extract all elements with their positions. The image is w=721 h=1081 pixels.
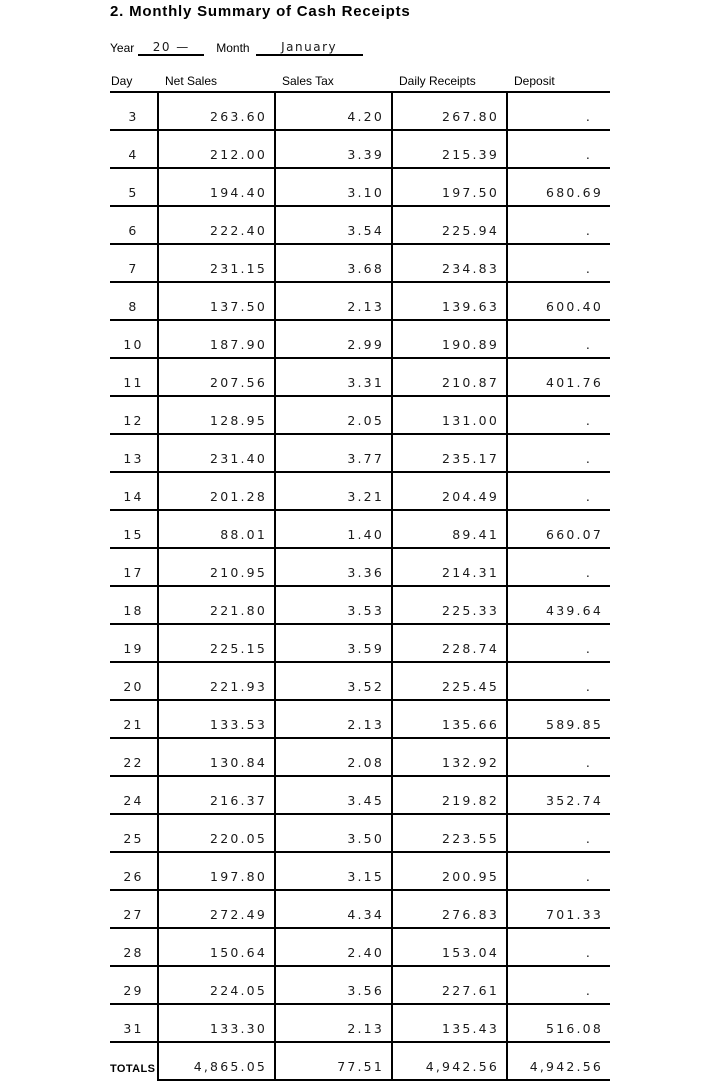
cell-net-sales: 263.60 xyxy=(158,92,275,130)
column-header-day: Day xyxy=(110,74,158,92)
table-row xyxy=(110,244,610,282)
cell-sales-tax: 3.59 xyxy=(275,624,392,662)
cell-daily-receipts: 225.33 xyxy=(392,586,507,624)
cell-sales-tax: 3.53 xyxy=(275,586,392,624)
cell-daily-receipts: 139.63 xyxy=(392,282,507,320)
cell-net-sales: 216.37 xyxy=(158,776,275,814)
cell-net-sales: 88.01 xyxy=(158,510,275,548)
totals-cell-net-sales: 4,865.05 xyxy=(158,1042,275,1080)
cell-daily-receipts: 215.39 xyxy=(392,130,507,168)
cell-net-sales: 194.40 xyxy=(158,168,275,206)
table-footer xyxy=(110,1042,610,1080)
cell-deposit: . xyxy=(507,662,610,700)
cell-day: 25 xyxy=(110,814,158,852)
cell-deposit: 680.69 xyxy=(507,168,610,206)
table-header xyxy=(110,74,610,92)
year-value-field: 20 — xyxy=(138,40,204,56)
cell-daily-receipts: 228.74 xyxy=(392,624,507,662)
cell-day: 18 xyxy=(110,586,158,624)
cell-net-sales: 212.00 xyxy=(158,130,275,168)
totals-cell-daily-receipts: 4,942.56 xyxy=(392,1042,507,1080)
cell-day: 26 xyxy=(110,852,158,890)
table-row xyxy=(110,966,610,1004)
cell-daily-receipts: 131.00 xyxy=(392,396,507,434)
cell-day: 8 xyxy=(110,282,158,320)
cell-daily-receipts: 235.17 xyxy=(392,434,507,472)
cell-deposit: . xyxy=(507,548,610,586)
column-header-daily-receipts: Daily Receipts xyxy=(392,74,507,92)
cell-day: 10 xyxy=(110,320,158,358)
cell-daily-receipts: 234.83 xyxy=(392,244,507,282)
cell-deposit: . xyxy=(507,852,610,890)
table-row xyxy=(110,662,610,700)
cell-net-sales: 150.64 xyxy=(158,928,275,966)
cell-net-sales: 220.05 xyxy=(158,814,275,852)
table-row xyxy=(110,206,610,244)
cell-deposit: . xyxy=(507,928,610,966)
table-row xyxy=(110,852,610,890)
cell-net-sales: 221.80 xyxy=(158,586,275,624)
table-row xyxy=(110,168,610,206)
cell-day: 14 xyxy=(110,472,158,510)
cell-daily-receipts: 204.49 xyxy=(392,472,507,510)
table-row xyxy=(110,928,610,966)
cell-day: 31 xyxy=(110,1004,158,1042)
cell-day: 3 xyxy=(110,92,158,130)
cell-deposit: . xyxy=(507,624,610,662)
cell-net-sales: 225.15 xyxy=(158,624,275,662)
cell-day: 22 xyxy=(110,738,158,776)
table-row xyxy=(110,814,610,852)
cell-daily-receipts: 225.94 xyxy=(392,206,507,244)
column-header-deposit: Deposit xyxy=(507,74,610,92)
year-label: Year xyxy=(110,41,135,55)
table-row xyxy=(110,776,610,814)
cell-daily-receipts: 135.66 xyxy=(392,700,507,738)
cell-daily-receipts: 214.31 xyxy=(392,548,507,586)
cell-day: 27 xyxy=(110,890,158,928)
table-row xyxy=(110,700,610,738)
table-row xyxy=(110,510,610,548)
cell-daily-receipts: 132.92 xyxy=(392,738,507,776)
cell-sales-tax: 2.05 xyxy=(275,396,392,434)
cell-day: 20 xyxy=(110,662,158,700)
table-row xyxy=(110,472,610,510)
cell-deposit: 516.08 xyxy=(507,1004,610,1042)
cell-deposit: . xyxy=(507,396,610,434)
cell-net-sales: 231.40 xyxy=(158,434,275,472)
cell-net-sales: 221.93 xyxy=(158,662,275,700)
cell-day: 7 xyxy=(110,244,158,282)
cell-deposit: . xyxy=(507,472,610,510)
cell-day: 21 xyxy=(110,700,158,738)
cell-daily-receipts: 225.45 xyxy=(392,662,507,700)
cell-day: 17 xyxy=(110,548,158,586)
cell-deposit: . xyxy=(507,130,610,168)
cell-sales-tax: 3.39 xyxy=(275,130,392,168)
cell-daily-receipts: 223.55 xyxy=(392,814,507,852)
cell-day: 19 xyxy=(110,624,158,662)
cell-net-sales: 272.49 xyxy=(158,890,275,928)
cell-daily-receipts: 190.89 xyxy=(392,320,507,358)
cell-sales-tax: 2.99 xyxy=(275,320,392,358)
cell-deposit: 600.40 xyxy=(507,282,610,320)
header-row xyxy=(110,74,610,92)
cell-day: 6 xyxy=(110,206,158,244)
cell-net-sales: 133.30 xyxy=(158,1004,275,1042)
cell-deposit: . xyxy=(507,92,610,130)
page-title: 2. Monthly Summary of Cash Receipts xyxy=(110,3,411,20)
cell-sales-tax: 3.21 xyxy=(275,472,392,510)
cell-deposit: . xyxy=(507,966,610,1004)
cell-deposit: . xyxy=(507,814,610,852)
cell-daily-receipts: 200.95 xyxy=(392,852,507,890)
cell-daily-receipts: 267.80 xyxy=(392,92,507,130)
cell-net-sales: 130.84 xyxy=(158,738,275,776)
cell-deposit: 660.07 xyxy=(507,510,610,548)
cell-sales-tax: 2.08 xyxy=(275,738,392,776)
cell-net-sales: 201.28 xyxy=(158,472,275,510)
table-row xyxy=(110,586,610,624)
month-value-field: January xyxy=(256,40,363,56)
cell-net-sales: 187.90 xyxy=(158,320,275,358)
cell-sales-tax: 3.68 xyxy=(275,244,392,282)
cell-net-sales: 222.40 xyxy=(158,206,275,244)
cell-day: 15 xyxy=(110,510,158,548)
table-row xyxy=(110,1004,610,1042)
cell-deposit: . xyxy=(507,434,610,472)
cell-deposit: . xyxy=(507,244,610,282)
cell-sales-tax: 3.10 xyxy=(275,168,392,206)
cell-daily-receipts: 276.83 xyxy=(392,890,507,928)
cell-day: 24 xyxy=(110,776,158,814)
totals-cell-deposit: 4,942.56 xyxy=(507,1042,610,1080)
cell-sales-tax: 2.40 xyxy=(275,928,392,966)
cell-net-sales: 210.95 xyxy=(158,548,275,586)
table-row xyxy=(110,548,610,586)
table-row xyxy=(110,738,610,776)
cash-receipts-table xyxy=(110,74,610,1081)
cell-deposit: 352.74 xyxy=(507,776,610,814)
cell-sales-tax: 2.13 xyxy=(275,282,392,320)
cell-daily-receipts: 135.43 xyxy=(392,1004,507,1042)
cell-day: 13 xyxy=(110,434,158,472)
cell-day: 28 xyxy=(110,928,158,966)
cell-deposit: 589.85 xyxy=(507,700,610,738)
cell-net-sales: 231.15 xyxy=(158,244,275,282)
cell-daily-receipts: 89.41 xyxy=(392,510,507,548)
cell-net-sales: 224.05 xyxy=(158,966,275,1004)
cell-sales-tax: 4.34 xyxy=(275,890,392,928)
table-row xyxy=(110,282,610,320)
cell-sales-tax: 3.56 xyxy=(275,966,392,1004)
totals-cell-sales-tax: 77.51 xyxy=(275,1042,392,1080)
cell-net-sales: 128.95 xyxy=(158,396,275,434)
cell-sales-tax: 4.20 xyxy=(275,92,392,130)
cell-sales-tax: 2.13 xyxy=(275,1004,392,1042)
cell-sales-tax: 3.36 xyxy=(275,548,392,586)
column-header-net-sales: Net Sales xyxy=(158,74,275,92)
cell-daily-receipts: 197.50 xyxy=(392,168,507,206)
cell-sales-tax: 3.50 xyxy=(275,814,392,852)
cell-sales-tax: 3.54 xyxy=(275,206,392,244)
cell-deposit: 401.76 xyxy=(507,358,610,396)
table-row xyxy=(110,358,610,396)
month-label: Month xyxy=(216,41,250,55)
cell-net-sales: 207.56 xyxy=(158,358,275,396)
table-row xyxy=(110,624,610,662)
cell-day: 12 xyxy=(110,396,158,434)
year-month-row xyxy=(110,38,721,56)
cell-day: 29 xyxy=(110,966,158,1004)
cell-day: 11 xyxy=(110,358,158,396)
cell-deposit: . xyxy=(507,738,610,776)
table-row xyxy=(110,92,610,130)
table-row xyxy=(110,320,610,358)
cell-net-sales: 197.80 xyxy=(158,852,275,890)
cell-deposit: . xyxy=(507,206,610,244)
cell-day: 4 xyxy=(110,130,158,168)
cell-sales-tax: 3.52 xyxy=(275,662,392,700)
cell-sales-tax: 3.77 xyxy=(275,434,392,472)
cell-daily-receipts: 219.82 xyxy=(392,776,507,814)
totals-label: TOTALS xyxy=(110,1063,156,1075)
cell-sales-tax: 3.31 xyxy=(275,358,392,396)
cell-sales-tax: 3.45 xyxy=(275,776,392,814)
cell-daily-receipts: 227.61 xyxy=(392,966,507,1004)
cell-deposit: . xyxy=(507,320,610,358)
cell-deposit: 439.64 xyxy=(507,586,610,624)
cell-net-sales: 137.50 xyxy=(158,282,275,320)
column-header-sales-tax: Sales Tax xyxy=(275,74,392,92)
cell-sales-tax: 1.40 xyxy=(275,510,392,548)
totals-row xyxy=(110,1042,610,1080)
table-row xyxy=(110,890,610,928)
table-body xyxy=(110,92,610,1042)
table-row xyxy=(110,434,610,472)
cell-daily-receipts: 210.87 xyxy=(392,358,507,396)
table-row xyxy=(110,396,610,434)
cell-deposit: 701.33 xyxy=(507,890,610,928)
cell-day: 5 xyxy=(110,168,158,206)
cell-sales-tax: 2.13 xyxy=(275,700,392,738)
cell-daily-receipts: 153.04 xyxy=(392,928,507,966)
table-row xyxy=(110,130,610,168)
cell-sales-tax: 3.15 xyxy=(275,852,392,890)
cell-net-sales: 133.53 xyxy=(158,700,275,738)
